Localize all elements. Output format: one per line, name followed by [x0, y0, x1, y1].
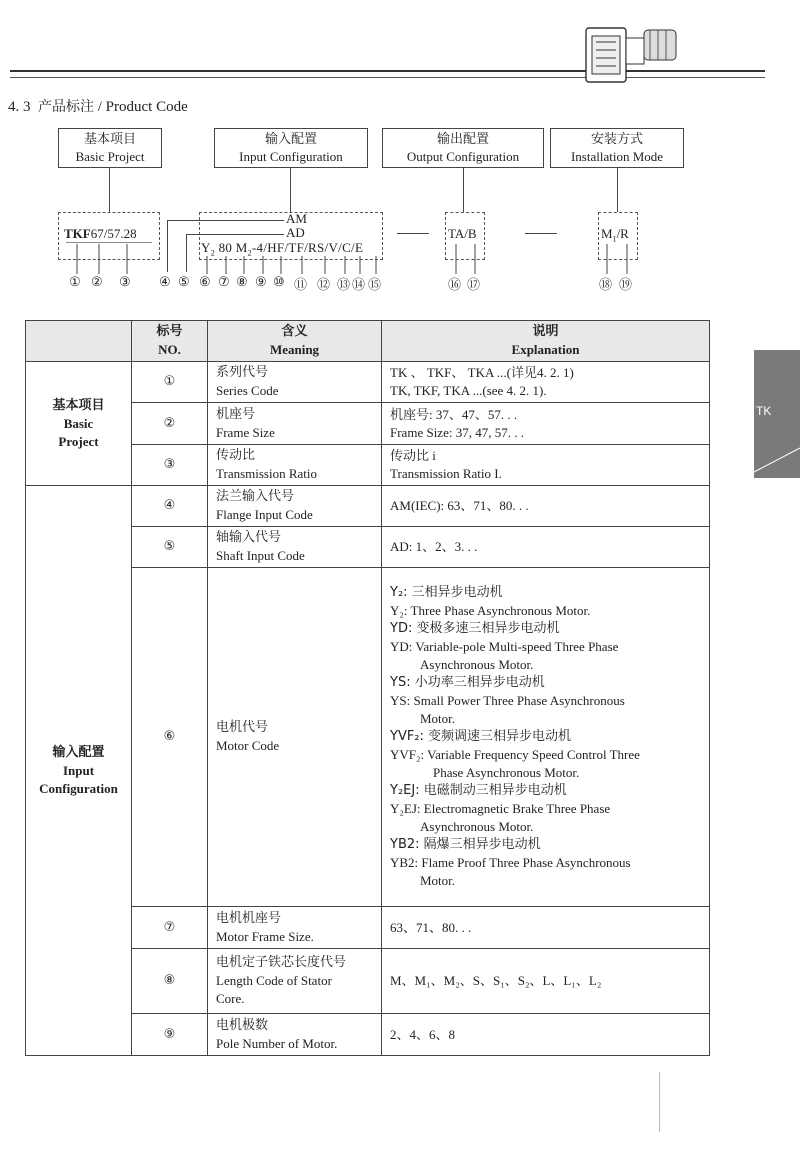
table-row [26, 362, 710, 403]
code-number: ⑱ [599, 277, 613, 292]
row-no: ③ [132, 445, 208, 486]
number-leader-lines [0, 240, 800, 276]
installation-mode-box: 安装方式 Installation Mode [550, 128, 684, 168]
row-meaning: 电机定子铁芯长度代号 Length Code of Stator Core. [208, 949, 382, 1014]
row-explanation: 传动比 i Transmission Ratio I. [382, 445, 710, 486]
code-number: ⑤ [178, 274, 190, 289]
row-explanation: 63、71、80. . . [382, 907, 710, 949]
footer-divider [659, 1072, 660, 1132]
row-explanation: 机座号: 37、47、57. . . Frame Size: 37, 47, 57. . . [382, 403, 710, 445]
code-number: ⑯ [448, 277, 462, 292]
header-explanation: 说明 Explanation [382, 321, 710, 362]
code-number: ⑧ [236, 274, 248, 289]
connector-input [290, 168, 291, 212]
dash-1 [397, 233, 429, 234]
row-no: ⑤ [132, 527, 208, 568]
basic-project-box: 基本项目 Basic Project [58, 128, 162, 168]
code-number: ③ [119, 274, 131, 289]
basic-code: TKF67/57.28 [64, 226, 137, 241]
group-basic-project: 基本项目 Basic Project [26, 362, 132, 486]
connector-install [617, 168, 618, 212]
table-header-row [26, 321, 710, 362]
row-meaning: 电机代号 Motor Code [208, 568, 382, 907]
product-code-table [25, 320, 710, 1056]
code-number: ⑮ [368, 277, 382, 292]
code-number: ④ [159, 274, 171, 289]
code-number: ⑭ [352, 277, 366, 292]
row-no: ① [132, 362, 208, 403]
row-explanation: AD: 1、2、3. . . [382, 527, 710, 568]
row-no: ④ [132, 486, 208, 527]
connector-basic [109, 168, 110, 212]
row-meaning: 机座号 Frame Size [208, 403, 382, 445]
row-explanation: M、M₁、M₂、S、S₁、S₂、L、L₁、L₂ [382, 949, 710, 1014]
header-meaning: 含义 Meaning [208, 321, 382, 362]
am-leader [167, 220, 284, 221]
output-configuration-box: 输出配置 Output Configuration [382, 128, 544, 168]
install-code: $M_1/R$ [601, 226, 629, 244]
code-number: ⑩ [273, 274, 285, 289]
row-meaning: 电机机座号 Motor Frame Size. [208, 907, 382, 949]
code-number: ⑪ [294, 277, 308, 292]
row-meaning: 传动比 Transmission Ratio [208, 445, 382, 486]
row-no: ⑦ [132, 907, 208, 949]
side-tab: TK [754, 350, 800, 478]
row-meaning: 系列代号 Series Code [208, 362, 382, 403]
row-explanation: AM(IEC): 63、71、80. . . [382, 486, 710, 527]
ad-leader [186, 234, 284, 235]
gear-motor-illustration [580, 22, 680, 88]
motor-code: $Y_2$ 80 $M_2-4/HF/TF/RS/V/C/E$ [201, 240, 364, 258]
code-number: ⑰ [467, 277, 481, 292]
input-configuration-box: 输入配置 Input Configuration [214, 128, 368, 168]
row-explanation: TK 、 TKF、 TKA ...(详见4. 2. 1) TK, TKF, TKA ...(see 4. 2. 1). [382, 362, 710, 403]
motor-code-explanation: Y₂: 三相异步电动机 Y₂: Three Phase Asynchronous Motor. YD: 变极多速三相异步电动机 YD: Variable-pole Multi-speed Three Phase Asynchronous Motor. YS: 小功率三相异步电动机 YS: Small Power Three Phase Asynchronous Motor. YVF₂: 变频调速三相异步电动机 YVF₂: Variable Frequency Speed Control Three Phase Asynchronous Motor. Y₂EJ: 电磁制动三相异步电动机 Y₂EJ: Electromagnetic Brake Three Phase Asynchronous Motor. YB2: 隔爆三相异步电动机 YB2: Flame Proof Three Phase Asynchronous Motor. [382, 568, 710, 907]
code-number: ② [91, 274, 103, 289]
code-number: ⑥ [199, 274, 211, 289]
code-number: ⑨ [255, 274, 267, 289]
section-title: 4. 3 产品标注 / Product Code [8, 99, 188, 115]
connector-output [463, 168, 464, 212]
row-no: ② [132, 403, 208, 445]
code-number: ⑬ [337, 277, 351, 292]
row-meaning: 法兰输入代号 Flange Input Code [208, 486, 382, 527]
code-number: ① [69, 274, 81, 289]
row-explanation: 2、4、6、8 [382, 1014, 710, 1056]
ad-label: AD [286, 225, 305, 240]
group-input-configuration: 输入配置 Input Configuration [26, 486, 132, 1056]
header-blank [26, 321, 132, 362]
row-meaning: 轴输入代号 Shaft Input Code [208, 527, 382, 568]
output-code: TA/B [448, 226, 477, 241]
row-meaning: 电机极数 Pole Number of Motor. [208, 1014, 382, 1056]
header-no: 标号 NO. [132, 321, 208, 362]
row-no: ⑨ [132, 1014, 208, 1056]
code-number: ⑲ [619, 277, 633, 292]
am-label: AM [286, 211, 307, 226]
table-row [26, 486, 710, 527]
dash-2 [525, 233, 557, 234]
side-tab-diagonal [754, 350, 800, 478]
row-no: ⑥ [132, 568, 208, 907]
code-number: ⑦ [218, 274, 230, 289]
row-no: ⑧ [132, 949, 208, 1014]
code-number: ⑫ [317, 277, 331, 292]
